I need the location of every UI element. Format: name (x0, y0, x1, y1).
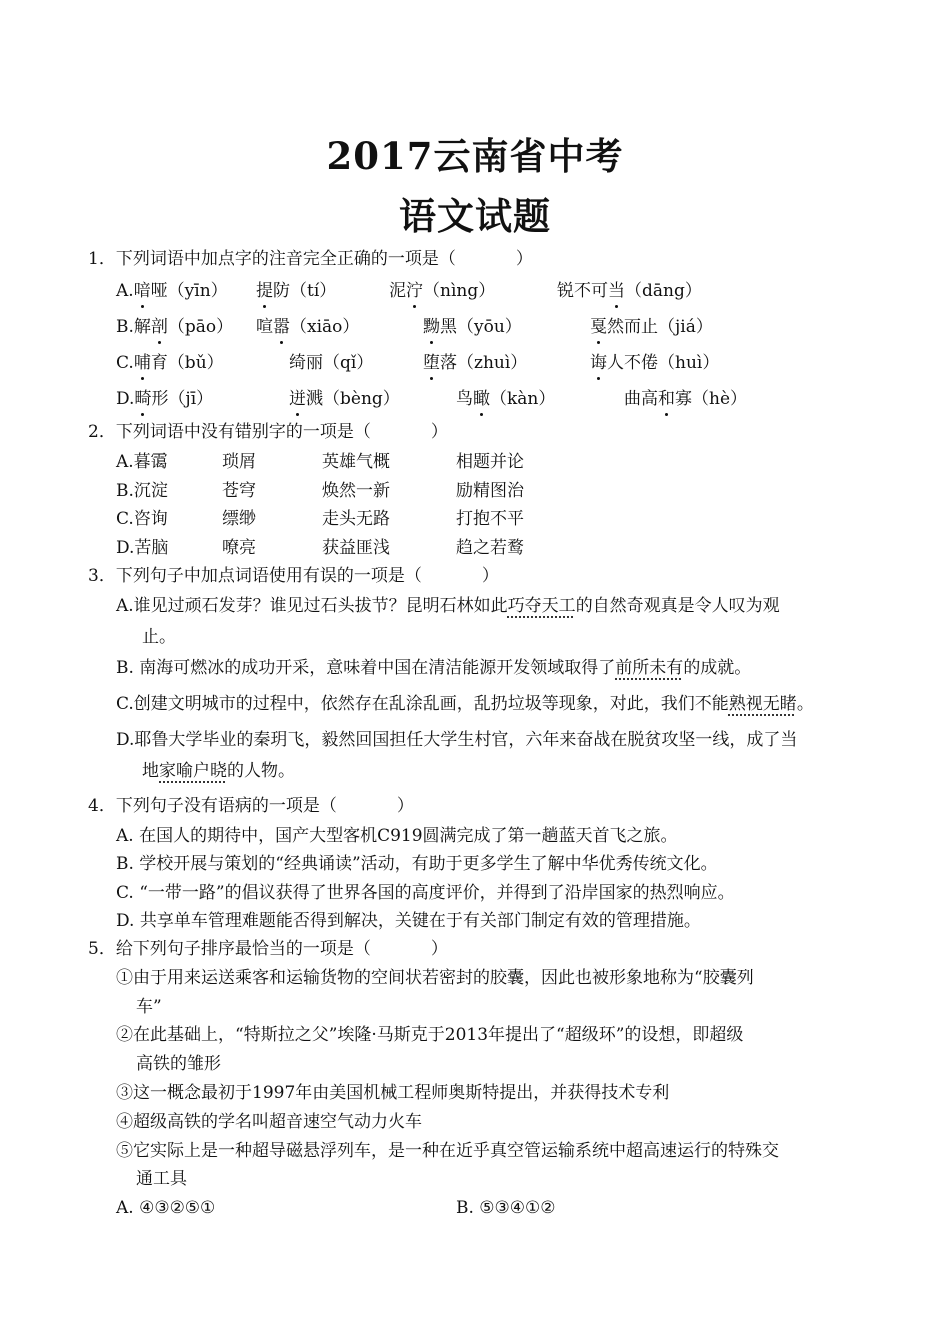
q5-option-a: A. ④③②⑤① (116, 1198, 216, 1218)
q1-option-a-4: 锐不可当（dāng） (557, 281, 702, 301)
q5-sentence-5-line2: 通工具 (136, 1169, 187, 1189)
q5-sentence-3: ③这一概念最初于1997年由美国机械工程师奥斯特提出，并获得技术专利 (116, 1083, 670, 1103)
q2-b-4: 励精图治 (456, 481, 524, 501)
q3-stem: 3．下列句子中加点词语使用有误的一项是（ ） (88, 566, 499, 586)
q2-b-3: 焕然一新 (322, 481, 390, 501)
q1-option-b-2: 喧嚣（xiāo） (256, 317, 360, 337)
q1-option-c-1: C.哺育（bǔ） (116, 353, 224, 373)
q5-sentence-1-line2: 车” (136, 997, 162, 1017)
q2-a-2: 琐屑 (222, 452, 256, 472)
q5-sentence-4: ④超级高铁的学名叫超音速空气动力火车 (116, 1112, 422, 1132)
q2-c-2: 缥缈 (222, 509, 256, 529)
q2-d-4: 趋之若鹜 (456, 538, 524, 558)
q1-option-c-2: 绮丽（qǐ） (289, 353, 374, 373)
q1-option-c-4: 诲人不倦（huì） (590, 353, 720, 373)
q2-d-3: 获益匪浅 (322, 538, 390, 558)
q3-option-d-line1: D.耶鲁大学毕业的秦玥飞，毅然回国担任大学生村官，六年来奋战在脱贫攻坚一线，成了当 (116, 730, 798, 750)
q2-d-1: D.苦脑 (116, 538, 169, 558)
q1-option-d-1: D.畸形（jī） (116, 389, 214, 409)
q1-option-a-1: A.喑哑（yīn） (116, 281, 228, 301)
q5-sentence-5-line1: ⑤它实际上是一种超导磁悬浮列车，是一种在近乎真空管运输系统中超高速运行的特殊交 (116, 1141, 779, 1161)
q4-option-a: A. 在国人的期待中，国产大型客机C919圆满完成了第一趟蓝天首飞之旅。 (116, 826, 678, 846)
q3-option-c: C.创建文明城市的过程中，依然存在乱涂乱画，乱扔垃圾等现象，对此，我们不能熟视无睹。 (116, 694, 814, 714)
exam-title: 2017云南省中考 (326, 134, 624, 178)
q4-option-d: D. 共享单车管理难题能否得到解决，关键在于有关部门制定有效的管理措施。 (116, 911, 701, 931)
q2-a-4: 相题并论 (456, 452, 524, 472)
q2-c-1: C.咨询 (116, 509, 168, 529)
q1-option-d-4: 曲高和寡（hè） (624, 389, 748, 409)
q2-c-4: 打抱不平 (456, 509, 524, 529)
q1-option-b-4: 戛然而止（jiá） (590, 317, 713, 337)
q5-stem: 5．给下列句子排序最恰当的一项是（ ） (88, 939, 448, 959)
q5-sentence-2-line2: 高铁的雏形 (136, 1054, 221, 1074)
q2-d-2: 嘹亮 (222, 538, 256, 558)
q5-sentence-2-line1: ②在此基础上，“特斯拉之父”埃隆·马斯克于2013年提出了“超级环”的设想，即超级 (116, 1025, 744, 1045)
q3-option-a-line1: A.谁见过顽石发芽？谁见过石头拔节？昆明石林如此巧夺天工的自然奇观真是令人叹为观 (116, 596, 780, 616)
q3-option-b: B. 南海可燃冰的成功开采，意味着中国在清洁能源开发领域取得了前所未有的成就。 (116, 658, 752, 678)
q1-option-b-1: B.解剖（pāo） (116, 317, 234, 337)
q1-stem: 1．下列词语中加点字的注音完全正确的一项是（ ） (88, 249, 533, 269)
q4-option-b: B. 学校开展与策划的“经典诵读”活动，有助于更多学生了解中华优秀传统文化。 (116, 854, 718, 874)
q2-b-1: B.沉淀 (116, 481, 168, 501)
q3-option-a-line2: 止。 (142, 627, 176, 647)
q2-b-2: 苍穹 (222, 481, 256, 501)
q2-c-3: 走头无路 (322, 509, 390, 529)
q1-option-d-3: 鸟瞰（kàn） (456, 389, 556, 409)
q1-option-a-3: 泥泞（nìng） (389, 281, 496, 301)
q1-option-a-2: 提防（tí） (256, 281, 337, 301)
q1-option-d-2: 迸溅（bèng） (289, 389, 400, 409)
q1-option-b-3: 黝黑（yōu） (423, 317, 522, 337)
q2-a-1: A.暮霭 (116, 452, 168, 472)
q2-stem: 2．下列词语中没有错别字的一项是（ ） (88, 422, 448, 442)
exam-subtitle: 语文试题 (399, 194, 551, 238)
q1-option-c-3: 堕落（zhuì） (423, 353, 528, 373)
q2-a-3: 英雄气概 (322, 452, 390, 472)
q4-option-c: C. “一带一路”的倡议获得了世界各国的高度评价，并得到了沿岸国家的热烈响应。 (116, 883, 735, 903)
q4-stem: 4．下列句子没有语病的一项是（ ） (88, 796, 414, 816)
q5-sentence-1-line1: ①由于用来运送乘客和运输货物的空间状若密封的胶囊，因此也被形象地称为“胶囊列 (116, 968, 754, 988)
q5-option-b: B. ⑤③④①② (456, 1198, 556, 1218)
q3-option-d-line2: 地家喻户晓的人物。 (142, 761, 295, 781)
